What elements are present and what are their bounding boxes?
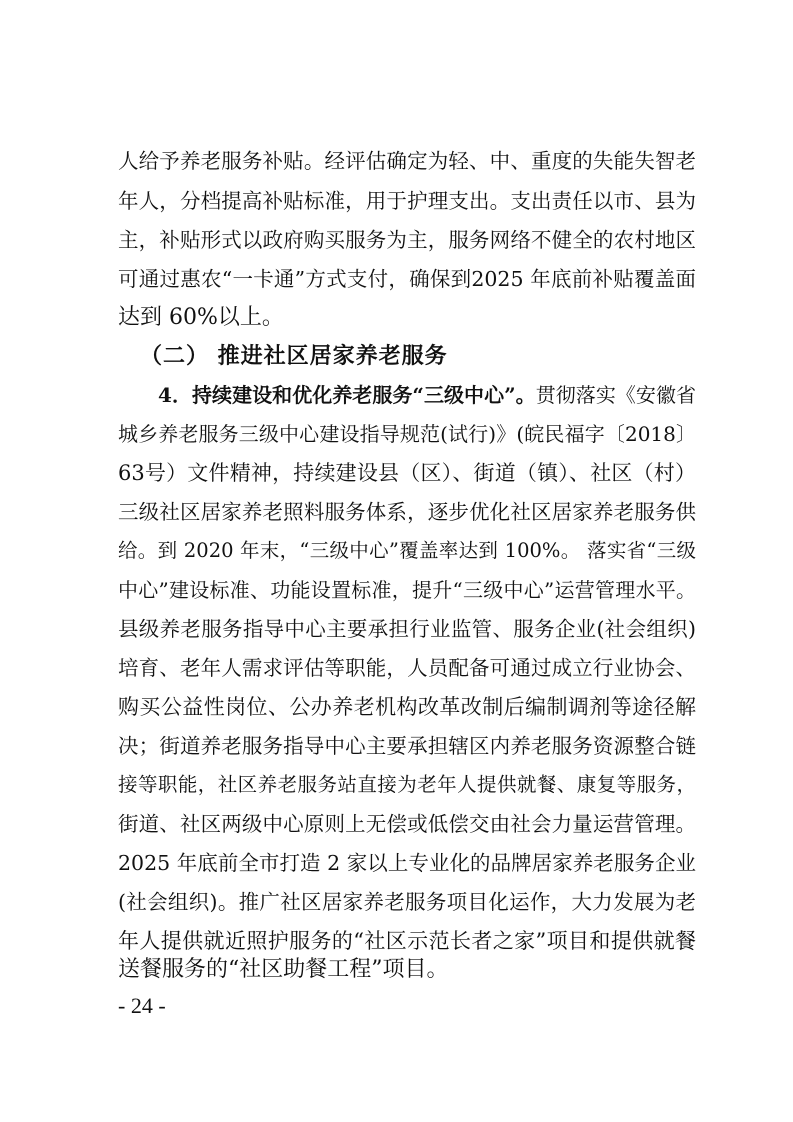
item-4-line-4: 三级社区居家养老照料服务体系，逐步优化社区居家养老服务供 — [118, 500, 696, 524]
section-heading: （二） 推进社区居家养老服务 — [140, 343, 448, 369]
item-4-line-14: (社会组织)。推广社区居家养老服务项目化运作，大力发展为老 — [118, 890, 696, 914]
item-4-title: 4．持续建设和优化养老服务“三级中心”。 — [158, 383, 536, 407]
item-4-line-7: 县级养老服务指导中心主要承担行业监管、服务企业(社会组织) — [118, 617, 696, 641]
item-4-line-1 — [158, 380, 696, 410]
item-4-line-12: 街道、社区两级中心原则上无偿或低偿交由社会力量运营管理。 — [118, 812, 696, 836]
paragraph-1-line-1: 人给予养老服务补贴。经评估确定为轻、中、重度的失能失智老 — [118, 149, 696, 173]
paragraph-1-line-4: 可通过惠农“一卡通”方式支付，确保到2025 年底前补贴覆盖面 — [118, 267, 696, 291]
item-4-line-8: 培育、老年人需求评估等职能，人员配备可通过成立行业协会、 — [118, 656, 696, 680]
item-4-line-16: 送餐服务的“社区助餐工程”项目。 — [118, 957, 449, 982]
page-number: - 24 - — [118, 993, 166, 1018]
paragraph-1-line-2: 年人，分档提高补贴标准，用于护理支出。支出责任以市、县为 — [118, 189, 696, 213]
item-4-line-10: 决；街道养老服务指导中心主要承担辖区内养老服务资源整合链 — [118, 734, 696, 758]
item-4-line-3: 63号）文件精神，持续建设县（区）、街道（镇）、社区（村） — [118, 461, 696, 485]
item-4-first-line-text: 贯彻落实《安徽省 — [535, 383, 696, 407]
paragraph-1-line-5: 达到 60%以上。 — [118, 305, 284, 330]
item-4-line-2: 城乡养老服务三级中心建设指导规范(试行)》(皖民福字〔2018〕 — [118, 422, 696, 446]
item-4-line-9: 购买公益性岗位、公办养老机构改革改制后编制调剂等途径解 — [118, 695, 696, 719]
item-4-line-11: 接等职能，社区养老服务站直接为老年人提供就餐、康复等服务， — [118, 773, 696, 796]
item-4-line-5: 给。到 2020 年末，“三级中心”覆盖率达到 100%。 落实省“三级 — [118, 539, 696, 562]
item-4-line-15: 年人提供就近照护服务的“社区示范长者之家”项目和提供就餐 — [118, 929, 696, 953]
item-4-line-13: 2025 年底前全市打造 2 家以上专业化的品牌居家养老服务企业 — [118, 851, 696, 875]
item-4-line-6: 中心”建设标准、功能设置标准，提升“三级中心”运营管理水平。 — [118, 578, 696, 602]
paragraph-1-line-3: 主，补贴形式以政府购买服务为主，服务网络不健全的农村地区 — [118, 228, 696, 252]
